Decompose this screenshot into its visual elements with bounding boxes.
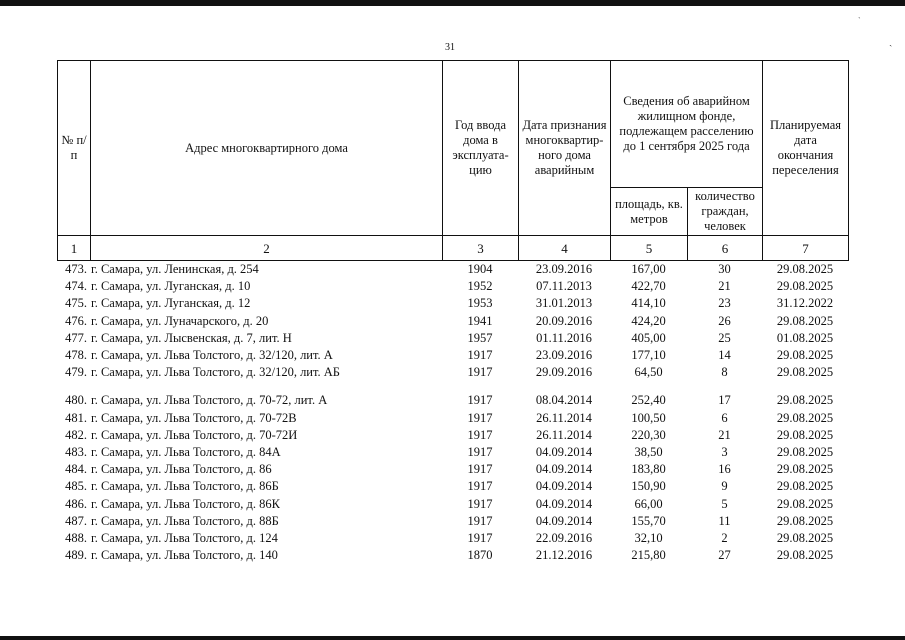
row-planned: 29.08.2025 [776,410,834,425]
row-planned: 29.08.2025 [776,365,834,380]
row-planned: 29.08.2025 [776,444,834,459]
row-area: 422,70 [631,279,666,294]
row-address: г. Самара, ул. Ленинская, д. 254 [91,262,259,277]
table-row [57,330,848,347]
row-people: 21 [718,279,731,294]
row-area: 64,50 [634,365,663,380]
header-number: 3 [443,236,519,261]
table-row [57,347,848,364]
table-row [57,427,848,444]
row-number: 488. [65,530,87,545]
row-area: 66,00 [634,496,663,511]
row-number: 484. [65,462,87,477]
row-number: 481. [65,410,87,425]
row-address: г. Самара, ул. Льва Толстого, д. 88Б [91,513,279,528]
row-address: г. Самара, ул. Луганская, д. 12 [91,296,251,311]
scan-speck: ˏ [889,36,893,47]
row-area: 177,10 [631,348,666,363]
row-date: 26.11.2014 [536,410,592,425]
table-body [57,261,848,564]
row-date: 23.09.2016 [535,262,593,277]
table-row [57,530,848,547]
scan-speck: ˋ [858,16,861,25]
row-date: 26.11.2014 [536,427,592,442]
table-row [57,278,848,295]
scan-bottom-border [0,636,905,640]
row-number: 480. [65,393,87,408]
row-address: г. Самара, ул. Льва Толстого, д. 86К [91,496,280,511]
row-year: 1917 [467,427,493,442]
row-area: 220,30 [631,427,666,442]
row-planned: 29.08.2025 [776,513,834,528]
row-planned: 01.08.2025 [776,330,834,345]
row-year: 1917 [467,365,493,380]
header-col-year: Год ввода дома в эксплуата-цию [443,61,519,236]
table-row [57,313,848,330]
row-address: г. Самара, ул. Льва Толстого, д. 32/120, лит. А [91,348,333,363]
row-number: 485. [65,479,87,494]
row-date: 04.09.2014 [535,496,593,511]
header-col-planned: Планируемая дата окончания переселения [763,61,849,236]
row-number: 487. [65,513,87,528]
row-year: 1953 [467,296,493,311]
row-address: г. Самара, ул. Льва Толстого, д. 86Б [91,479,279,494]
header-col-people: количество граждан, человек [688,188,763,236]
table-row [57,364,848,381]
table-row [57,410,848,427]
table-row [57,547,848,564]
row-people: 2 [721,530,728,545]
row-people: 14 [718,348,731,363]
row-date: 04.09.2014 [535,444,593,459]
table-row [57,295,848,312]
row-planned: 29.08.2025 [776,479,834,494]
row-year: 1917 [467,393,493,408]
row-address: г. Самара, ул. Льва Толстого, д. 32/120, лит. АБ [91,365,340,380]
row-number: 483. [65,444,87,459]
row-planned: 29.08.2025 [776,262,834,277]
header-col-date: Дата признания многоквартир-ного дома аварийным [519,61,611,236]
page-number: 31 [445,42,455,53]
table-row [57,444,848,461]
row-people: 6 [721,410,728,425]
row-area: 155,70 [631,513,666,528]
row-area: 167,00 [631,262,666,277]
row-number: 473. [65,262,87,277]
row-area: 252,40 [631,393,666,408]
table-row [57,495,848,512]
row-planned: 29.08.2025 [776,530,834,545]
header-number: 2 [91,236,443,261]
row-date: 31.01.2013 [535,296,593,311]
table-row [57,478,848,495]
header-col-area: площадь, кв. метров [611,188,688,236]
row-area: 100,50 [631,410,666,425]
row-year: 1917 [467,348,493,363]
row-people: 30 [718,262,731,277]
row-people: 9 [721,479,728,494]
row-number: 476. [65,313,87,328]
row-people: 3 [721,444,728,459]
row-date: 07.11.2013 [536,279,592,294]
header-col-no: № п/п [58,61,91,236]
row-year: 1917 [467,410,493,425]
row-date: 22.09.2016 [535,530,593,545]
row-area: 405,00 [631,330,666,345]
row-area: 38,50 [634,444,663,459]
row-number: 475. [65,296,87,311]
row-planned: 29.08.2025 [776,313,834,328]
row-planned: 29.08.2025 [776,279,834,294]
row-planned: 29.08.2025 [776,496,834,511]
row-number: 477. [65,330,87,345]
row-address: г. Самара, ул. Льва Толстого, д. 140 [91,548,278,563]
row-number: 474. [65,279,87,294]
row-address: г. Самара, ул. Льва Толстого, д. 86 [91,462,272,477]
row-people: 8 [721,365,728,380]
row-planned: 31.12.2022 [776,296,834,311]
scan-top-border [0,0,905,6]
row-address: г. Самара, ул. Луначарского, д. 20 [91,313,269,328]
row-number: 479. [65,365,87,380]
row-address: г. Самара, ул. Луганская, д. 10 [91,279,251,294]
row-people: 16 [718,462,731,477]
row-planned: 29.08.2025 [776,427,834,442]
row-year: 1870 [467,548,493,563]
row-date: 29.09.2016 [535,365,593,380]
row-year: 1952 [467,279,493,294]
row-people: 25 [718,330,731,345]
row-year: 1941 [467,313,493,328]
row-planned: 29.08.2025 [776,348,834,363]
row-year: 1957 [467,330,493,345]
row-year: 1917 [467,462,493,477]
row-year: 1904 [467,262,493,277]
row-address: г. Самара, ул. Льва Толстого, д. 70-72И [91,427,298,442]
row-number: 482. [65,427,87,442]
header-col-fund: Сведения об аварийном жилищном фонде, подлежащем расселению до 1 сентября 2025 года [611,61,763,188]
row-address: г. Самара, ул. Льва Толстого, д. 70-72, лит. А [91,393,328,408]
row-planned: 29.08.2025 [776,548,834,563]
data-table [57,261,848,564]
row-people: 5 [721,496,728,511]
table-header [57,60,849,261]
header-number: 4 [519,236,611,261]
table-row [57,261,848,278]
table-row [57,461,848,478]
row-address: г. Самара, ул. Льва Толстого, д. 124 [91,530,278,545]
row-people: 23 [718,296,731,311]
row-people: 26 [718,313,731,328]
row-date: 04.09.2014 [535,479,593,494]
row-people: 11 [718,513,731,528]
row-date: 23.09.2016 [535,348,593,363]
table-row [57,392,848,409]
row-planned: 29.08.2025 [776,462,834,477]
header-number: 6 [688,236,763,261]
header-number: 5 [611,236,688,261]
row-people: 17 [718,393,731,408]
row-area: 150,90 [631,479,666,494]
row-address: г. Самара, ул. Лысвенская, д. 7, лит. Н [91,330,292,345]
row-date: 21.12.2016 [535,548,593,563]
header-col-address: Адрес многоквартирного дома [91,61,443,236]
row-date: 04.09.2014 [535,513,593,528]
header-number: 1 [58,236,91,261]
row-number: 486. [65,496,87,511]
row-date: 08.04.2014 [535,393,593,408]
table-row [57,513,848,530]
row-area: 424,20 [631,313,666,328]
row-year: 1917 [467,496,493,511]
row-number: 478. [65,348,87,363]
row-year: 1917 [467,513,493,528]
header-number-row [58,236,849,261]
row-year: 1917 [467,530,493,545]
row-area: 32,10 [634,530,663,545]
row-year: 1917 [467,444,493,459]
row-date: 20.09.2016 [535,313,593,328]
row-planned: 29.08.2025 [776,393,834,408]
row-address: г. Самара, ул. Льва Толстого, д. 70-72В [91,410,297,425]
row-area: 414,10 [631,296,666,311]
row-date: 04.09.2014 [535,462,593,477]
header-number: 7 [763,236,849,261]
row-number: 489. [65,548,87,563]
row-address: г. Самара, ул. Льва Толстого, д. 84А [91,444,281,459]
row-area: 215,80 [631,548,666,563]
row-area: 183,80 [631,462,666,477]
row-people: 21 [718,427,731,442]
row-date: 01.11.2016 [536,330,592,345]
row-spacer [57,381,848,392]
row-people: 27 [718,548,731,563]
row-year: 1917 [467,479,493,494]
